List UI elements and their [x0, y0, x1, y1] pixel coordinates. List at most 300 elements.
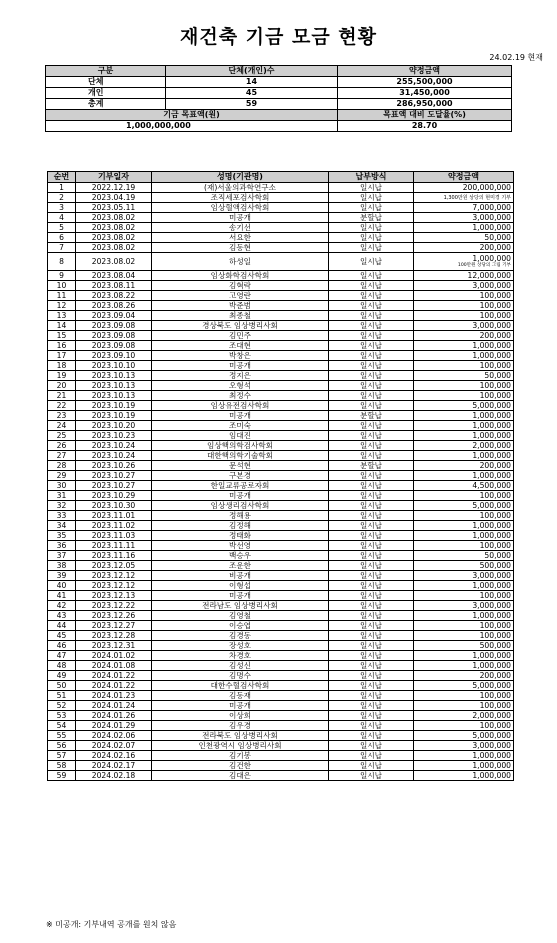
cell-date: 2023.12.26: [76, 611, 152, 621]
table-row: [48, 651, 514, 661]
cell-no: 57: [48, 751, 76, 761]
amount-value: 500,000: [479, 560, 511, 570]
cell-name: 미공개: [152, 361, 329, 371]
cell-method: 일시납: [329, 421, 414, 431]
cell-no: 9: [48, 271, 76, 281]
cell-amount: [414, 721, 514, 731]
cell-date: 2024.02.07: [76, 741, 152, 751]
cell-no: 58: [48, 761, 76, 771]
cell-amount: [414, 701, 514, 711]
cell-no: 43: [48, 611, 76, 621]
cell-name: 이승엽: [152, 621, 329, 631]
cell-date: 2023.08.02: [76, 243, 152, 253]
cell-date: 2023.08.02: [76, 253, 152, 271]
cell-amount: [414, 661, 514, 671]
cell-date: 2024.01.08: [76, 661, 152, 671]
amount-value: 50,000: [484, 370, 511, 380]
cell-method: 일시납: [329, 491, 414, 501]
cell-date: 2023.08.02: [76, 223, 152, 233]
cell-amount: [414, 541, 514, 551]
cell-no: 42: [48, 601, 76, 611]
col-header-name: 성명(기관명): [152, 172, 329, 183]
cell-method: 분할납: [329, 411, 414, 421]
table-row: [48, 401, 514, 411]
cell-amount: [414, 213, 514, 223]
cell-date: 2024.02.16: [76, 751, 152, 761]
cell-method: 일시납: [329, 291, 414, 301]
cell-amount: [414, 351, 514, 361]
amount-value: 200,000: [479, 460, 511, 470]
cell-amount: [414, 271, 514, 281]
cell-amount: [414, 651, 514, 661]
cell-method: 일시납: [329, 183, 414, 193]
cell-date: 2023.11.02: [76, 521, 152, 531]
cell-amount: [414, 321, 514, 331]
amount-value: 100,000: [479, 390, 511, 400]
cell-name: 김성신: [152, 661, 329, 671]
table-row: [48, 741, 514, 751]
table-row: [48, 711, 514, 721]
amount-value: 1,000,000: [472, 650, 511, 660]
summary-amount: 255,500,000: [338, 77, 512, 88]
table-row: [48, 391, 514, 401]
cell-date: 2023.11.16: [76, 551, 152, 561]
cell-amount: [414, 381, 514, 391]
cell-date: 2023.10.10: [76, 361, 152, 371]
cell-no: 41: [48, 591, 76, 601]
cell-method: 일시납: [329, 601, 414, 611]
cell-method: 일시납: [329, 481, 414, 491]
cell-amount: [414, 341, 514, 351]
col-header-amount: 약정금액: [414, 172, 514, 183]
cell-no: 12: [48, 301, 76, 311]
col-header-date: 기부일자: [76, 172, 152, 183]
amount-value: 5,000,000: [472, 730, 511, 740]
cell-name: 박준범: [152, 301, 329, 311]
cell-method: 일시납: [329, 671, 414, 681]
cell-date: 2023.08.02: [76, 213, 152, 223]
amount-value: 12,000,000: [467, 270, 511, 280]
amount-value: 100,000: [479, 490, 511, 500]
amount-value: 200,000: [479, 330, 511, 340]
cell-method: 일시납: [329, 381, 414, 391]
amount-value: 1,000,000: [472, 520, 511, 530]
amount-value: 100,000: [479, 310, 511, 320]
table-row: [48, 301, 514, 311]
cell-method: 일시납: [329, 551, 414, 561]
summary-row: [46, 88, 512, 99]
cell-no: 39: [48, 571, 76, 581]
cell-amount: [414, 481, 514, 491]
amount-value: 1,000,000: [472, 410, 511, 420]
table-row: [48, 621, 514, 631]
cell-amount: [414, 441, 514, 451]
table-row: [48, 243, 514, 253]
table-row: [48, 561, 514, 571]
cell-no: 23: [48, 411, 76, 421]
cell-date: 2024.02.17: [76, 761, 152, 771]
amount-value: 1,000,000: [472, 420, 511, 430]
cell-method: 일시납: [329, 441, 414, 451]
cell-no: 59: [48, 771, 76, 781]
cell-name: 김명수: [152, 671, 329, 681]
cell-method: 일시납: [329, 243, 414, 253]
table-row: [48, 631, 514, 641]
table-row: [48, 581, 514, 591]
table-row: [48, 331, 514, 341]
amount-value: 5,000,000: [472, 680, 511, 690]
cell-method: 일시납: [329, 371, 414, 381]
cell-name: 조대현: [152, 341, 329, 351]
cell-method: 일시납: [329, 731, 414, 741]
cell-no: 8: [48, 253, 76, 271]
cell-no: 19: [48, 371, 76, 381]
cell-date: 2023.11.11: [76, 541, 152, 551]
cell-method: 일시납: [329, 711, 414, 721]
cell-amount: [414, 641, 514, 651]
cell-name: 조미숙: [152, 421, 329, 431]
cell-name: 김동재: [152, 691, 329, 701]
summary-header-category: 구분: [46, 66, 166, 77]
table-row: [48, 551, 514, 561]
amount-value: 100,000: [479, 300, 511, 310]
table-row: [48, 751, 514, 761]
cell-name: 서요한: [152, 233, 329, 243]
cell-name: 대한수혈검사학회: [152, 681, 329, 691]
cell-method: 일시납: [329, 541, 414, 551]
table-row: [48, 771, 514, 781]
cell-amount: [414, 411, 514, 421]
amount-value: 3,000,000: [472, 212, 511, 222]
summary-amount: 31,450,000: [338, 88, 512, 99]
table-row: [48, 511, 514, 521]
amount-value: 100,000: [479, 510, 511, 520]
cell-amount: [414, 361, 514, 371]
cell-name: 미공개: [152, 591, 329, 601]
cell-name: 이상희: [152, 711, 329, 721]
cell-method: 일시납: [329, 351, 414, 361]
summary-header-amount: 약정금액: [338, 66, 512, 77]
amount-value: 1,000,000: [472, 450, 511, 460]
cell-method: 일시납: [329, 281, 414, 291]
amount-value: 50,000: [484, 232, 511, 242]
cell-name: 이형섭: [152, 581, 329, 591]
table-row: [48, 441, 514, 451]
cell-date: 2024.01.24: [76, 701, 152, 711]
cell-name: 차경호: [152, 651, 329, 661]
cell-no: 34: [48, 521, 76, 531]
table-row: [48, 701, 514, 711]
cell-name: 임상생리검사학회: [152, 501, 329, 511]
cell-no: 22: [48, 401, 76, 411]
table-row: [48, 253, 514, 271]
footnote: ※ 미공개: 기부내역 공개를 원치 않음: [46, 920, 177, 929]
amount-value: 1,000,000: [472, 760, 511, 770]
cell-date: 2024.01.29: [76, 721, 152, 731]
amount-value: 2,000,000: [472, 710, 511, 720]
cell-no: 28: [48, 461, 76, 471]
amount-value: 1,000,000: [472, 222, 511, 232]
cell-date: 2023.10.26: [76, 461, 152, 471]
cell-amount: [414, 431, 514, 441]
cell-date: 2023.09.08: [76, 331, 152, 341]
cell-amount: [414, 331, 514, 341]
amount-value: 1,000,000: [472, 770, 511, 780]
cell-date: 2023.09.08: [76, 341, 152, 351]
cell-no: 30: [48, 481, 76, 491]
cell-date: 2023.12.31: [76, 641, 152, 651]
amount-value: 200,000: [479, 242, 511, 252]
cell-method: 일시납: [329, 321, 414, 331]
table-row: [48, 461, 514, 471]
cell-amount: [414, 301, 514, 311]
amount-value: 3,000,000: [472, 280, 511, 290]
cell-date: 2023.08.26: [76, 301, 152, 311]
cell-no: 14: [48, 321, 76, 331]
cell-method: 일시납: [329, 521, 414, 531]
cell-name: 김우경: [152, 721, 329, 731]
cell-method: 일시납: [329, 691, 414, 701]
cell-name: 김기봉: [152, 751, 329, 761]
amount-value: 500,000: [479, 640, 511, 650]
cell-name: 경상북도 임상병리사회: [152, 321, 329, 331]
amount-value: 1,000,000: [472, 470, 511, 480]
cell-no: 51: [48, 691, 76, 701]
table-row: [48, 451, 514, 461]
table-row: [48, 731, 514, 741]
cell-method: 분할납: [329, 461, 414, 471]
amount-value: 1,000,000: [472, 530, 511, 540]
cell-name: 전라남도 임상병리사회: [152, 601, 329, 611]
cell-method: 일시납: [329, 341, 414, 351]
cell-name: 미공개: [152, 701, 329, 711]
summary-header-count: 단체(개인)수: [166, 66, 338, 77]
cell-method: 일시납: [329, 681, 414, 691]
cell-name: 박창은: [152, 351, 329, 361]
cell-no: 7: [48, 243, 76, 253]
cell-amount: [414, 243, 514, 253]
cell-name: 조직세포검사학회: [152, 193, 329, 203]
summary-count: 14: [166, 77, 338, 88]
table-row: [48, 721, 514, 731]
cell-date: 2023.09.08: [76, 321, 152, 331]
cell-name: 김혁락: [152, 281, 329, 291]
amount-value: 3,000,000: [472, 600, 511, 610]
table-row: [48, 571, 514, 581]
goal-header: 기금 목표액(원): [46, 110, 338, 121]
cell-no: 46: [48, 641, 76, 651]
table-row: [48, 611, 514, 621]
cell-no: 27: [48, 451, 76, 461]
table-row: [48, 591, 514, 601]
cell-name: 미공개: [152, 411, 329, 421]
table-row: [48, 203, 514, 213]
amount-value: 1,000,000: [472, 340, 511, 350]
cell-amount: [414, 471, 514, 481]
cell-no: 50: [48, 681, 76, 691]
cell-method: 일시납: [329, 611, 414, 621]
cell-no: 6: [48, 233, 76, 243]
table-row: [48, 531, 514, 541]
cell-date: 2023.04.19: [76, 193, 152, 203]
cell-method: 일시납: [329, 331, 414, 341]
amount-value: 100,000: [479, 620, 511, 630]
cell-no: 56: [48, 741, 76, 751]
cell-name: 김영철: [152, 611, 329, 621]
cell-no: 48: [48, 661, 76, 671]
cell-amount: [414, 611, 514, 621]
cell-name: 김경동: [152, 631, 329, 641]
cell-no: 4: [48, 213, 76, 223]
table-row: [48, 671, 514, 681]
amount-value: 100,000: [479, 380, 511, 390]
cell-date: 2023.08.02: [76, 233, 152, 243]
cell-no: 49: [48, 671, 76, 681]
cell-method: 일시납: [329, 771, 414, 781]
cell-no: 10: [48, 281, 76, 291]
cell-date: 2023.10.29: [76, 491, 152, 501]
cell-date: 2023.12.05: [76, 561, 152, 571]
cell-name: 미공개: [152, 491, 329, 501]
goal-value: 1,000,000,000: [46, 121, 338, 132]
cell-amount: [414, 751, 514, 761]
cell-amount: [414, 491, 514, 501]
cell-method: 일시납: [329, 661, 414, 671]
cell-method: 일시납: [329, 631, 414, 641]
cell-date: 2023.12.13: [76, 591, 152, 601]
cell-name: 백승우: [152, 551, 329, 561]
amount-value: 100,000: [479, 540, 511, 550]
table-row: [48, 691, 514, 701]
cell-amount: [414, 233, 514, 243]
cell-no: 40: [48, 581, 76, 591]
cell-date: 2023.11.03: [76, 531, 152, 541]
cell-name: 정해용: [152, 511, 329, 521]
cell-amount: [414, 581, 514, 591]
cell-method: 일시납: [329, 741, 414, 751]
cell-date: 2023.10.20: [76, 421, 152, 431]
cell-amount: [414, 521, 514, 531]
cell-amount: [414, 391, 514, 401]
table-row: [48, 183, 514, 193]
amount-value: 3,000,000: [472, 570, 511, 580]
cell-method: 일시납: [329, 501, 414, 511]
rate-header: 목표액 대비 도달율(%): [338, 110, 512, 121]
summary-row: [46, 99, 512, 110]
donor-rows: [48, 183, 514, 781]
cell-no: 44: [48, 621, 76, 631]
table-row: [48, 193, 514, 203]
cell-name: 임대진: [152, 431, 329, 441]
amount-value: 2,000,000: [472, 440, 511, 450]
cell-method: 일시납: [329, 233, 414, 243]
cell-no: 2: [48, 193, 76, 203]
amount-value: 100,000: [479, 290, 511, 300]
cell-date: 2023.08.11: [76, 281, 152, 291]
cell-name: 비공개: [152, 571, 329, 581]
amount-value: 100,000: [479, 700, 511, 710]
cell-name: 임상유전검사학회: [152, 401, 329, 411]
rate-value: 28.70: [338, 121, 512, 132]
cell-no: 33: [48, 511, 76, 521]
cell-no: 5: [48, 223, 76, 233]
cell-date: 2023.10.13: [76, 381, 152, 391]
cell-date: 2023.08.04: [76, 271, 152, 281]
cell-no: 26: [48, 441, 76, 451]
cell-date: 2024.01.26: [76, 711, 152, 721]
cell-no: 32: [48, 501, 76, 511]
cell-no: 1: [48, 183, 76, 193]
cell-name: 김동현: [152, 243, 329, 253]
cell-method: 일시납: [329, 471, 414, 481]
cell-date: 2023.10.27: [76, 471, 152, 481]
amount-value: 100,000: [479, 690, 511, 700]
cell-amount: [414, 571, 514, 581]
cell-name: (재)서울의과학연구소: [152, 183, 329, 193]
amount-value: 4,500,000: [472, 480, 511, 490]
cell-method: 일시납: [329, 401, 414, 411]
cell-amount: [414, 501, 514, 511]
cell-method: 일시납: [329, 701, 414, 711]
table-row: [48, 311, 514, 321]
cell-date: 2023.10.19: [76, 401, 152, 411]
summary-label: 단체: [46, 77, 166, 88]
cell-name: 오형석: [152, 381, 329, 391]
table-row: [48, 233, 514, 243]
cell-no: 29: [48, 471, 76, 481]
cell-amount: [414, 601, 514, 611]
cell-amount: [414, 223, 514, 233]
cell-no: 17: [48, 351, 76, 361]
cell-name: 송기선: [152, 223, 329, 233]
amount-value: 100,000: [479, 590, 511, 600]
amount-value: 1,000,000: [472, 253, 511, 263]
cell-name: 최종철: [152, 311, 329, 321]
cell-no: 54: [48, 721, 76, 731]
page-title: 재건축 기금 모금 현황: [179, 26, 378, 48]
table-row: [48, 481, 514, 491]
cell-name: 정태화: [152, 531, 329, 541]
amount-value: 1,000,000: [472, 750, 511, 760]
cell-date: 2023.10.19: [76, 411, 152, 421]
cell-no: 36: [48, 541, 76, 551]
cell-date: 2023.09.04: [76, 311, 152, 321]
table-row: [48, 601, 514, 611]
cell-amount: [414, 311, 514, 321]
cell-date: 2023.12.12: [76, 581, 152, 591]
cell-no: 21: [48, 391, 76, 401]
cell-name: 조운한: [152, 561, 329, 571]
cell-no: 16: [48, 341, 76, 351]
cell-date: 2023.10.13: [76, 371, 152, 381]
cell-name: 구본경: [152, 471, 329, 481]
cell-no: 47: [48, 651, 76, 661]
cell-method: 일시납: [329, 203, 414, 213]
table-row: [48, 223, 514, 233]
cell-name: 장성호: [152, 641, 329, 651]
amount-value: 100,000: [479, 630, 511, 640]
cell-name: 김민주: [152, 331, 329, 341]
cell-name: 문석현: [152, 461, 329, 471]
cell-amount: [414, 203, 514, 213]
cell-method: 일시납: [329, 193, 414, 203]
cell-no: 37: [48, 551, 76, 561]
cell-name: 임상화학검사학회: [152, 271, 329, 281]
cell-name: 박선영: [152, 541, 329, 551]
cell-date: 2023.12.22: [76, 601, 152, 611]
table-row: [48, 371, 514, 381]
cell-name: 김정해: [152, 521, 329, 531]
